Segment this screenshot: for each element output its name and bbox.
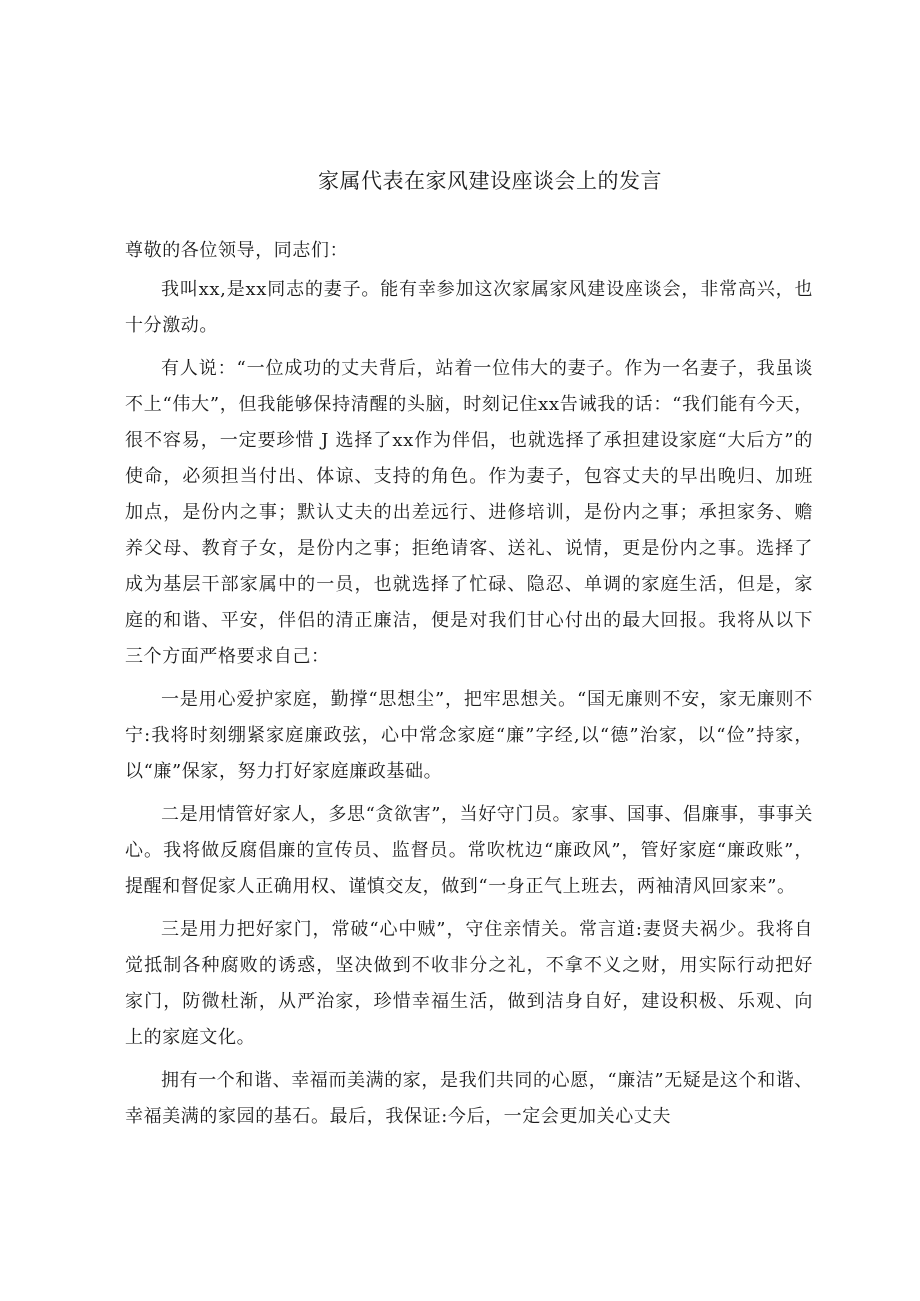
salutation: 尊敬的各位领导，同志们： [125, 240, 349, 261]
paragraph-intro: 我叫xx,是xx同志的妻子。能有幸参加这次家属家风建设座谈会，非常高兴，也十分激动。 [125, 279, 813, 336]
document-body [125, 233, 813, 1142]
paragraph-closing: 拥有一个和谐、幸福而美满的家，是我们共同的心愿，“廉洁”无疑是这个和谐、幸福美满的家园的基石。最后，我保证:今后，一定会更加关心丈夫 [125, 1070, 814, 1127]
document-title: 家属代表在家风建设座谈会上的发言 [318, 169, 662, 193]
paragraph-point-two: 二是用情管好家人，多思“贪欲害”，当好守门员。家事、国事、倡廉事，事事关心。我将做反腐倡廉的宣传员、监督员。常吹枕边“廉政风”，管好家庭“廉政账”，提醒和督促家人正确用权、谨慎交友，做到“一身正气上班去，两袖清风回家来”。 [125, 804, 814, 897]
paragraph-point-three: 三是用力把好家门，常破“心中贼”，守住亲情关。常言道:妻贤夫祸少。我将自觉抵制各种腐败的诱惑，坚决做到不收非分之礼，不拿不义之财，用实际行动把好家门，防微杜渐，从严治家，珍惜幸福生活，做到洁身自好，建设积极、乐观、向上的家庭文化。 [125, 919, 813, 1048]
paragraph-point-one: 一是用心爱护家庭，勤撑“思想尘”，把牢思想关。“国无廉则不安，家无廉则不宁:我将时刻绷紧家庭廉政弦，心中常念家庭“廉”字经,以“德”治家，以“俭”持家，以“廉”保家，努力打好家庭廉政基础。 [125, 689, 813, 782]
paragraph-role: 有人说：“一位成功的丈夫背后，站着一位伟大的妻子。作为一名妻子，我虽谈不上“伟大”，但我能够保持清醒的头脑，时刻记住xx告诫我的话：“我们能有今天，很不容易，一定要珍惜 J 选择了xx作为伴侣，也就选择了承担建设家庭“大后方”的使命，必须担当付出、体谅、支持的角色。作为妻子，包容丈夫的早出晚归、加班加点，是份内之事；默认丈夫的出差远行、进修培训，是份内之事；承担家务、赡养父母、教育子女，是份内之事；拒绝请客、送礼、说情，更是份内之事。选择了成为基层干部家属中的一员，也就选择了忙碌、隐忍、单调的家庭生活，但是，家庭的和谐、平安，伴侣的清正廉洁，便是对我们甘心付出的最大回报。我将从以下三个方面严格要求自己： [125, 358, 813, 667]
